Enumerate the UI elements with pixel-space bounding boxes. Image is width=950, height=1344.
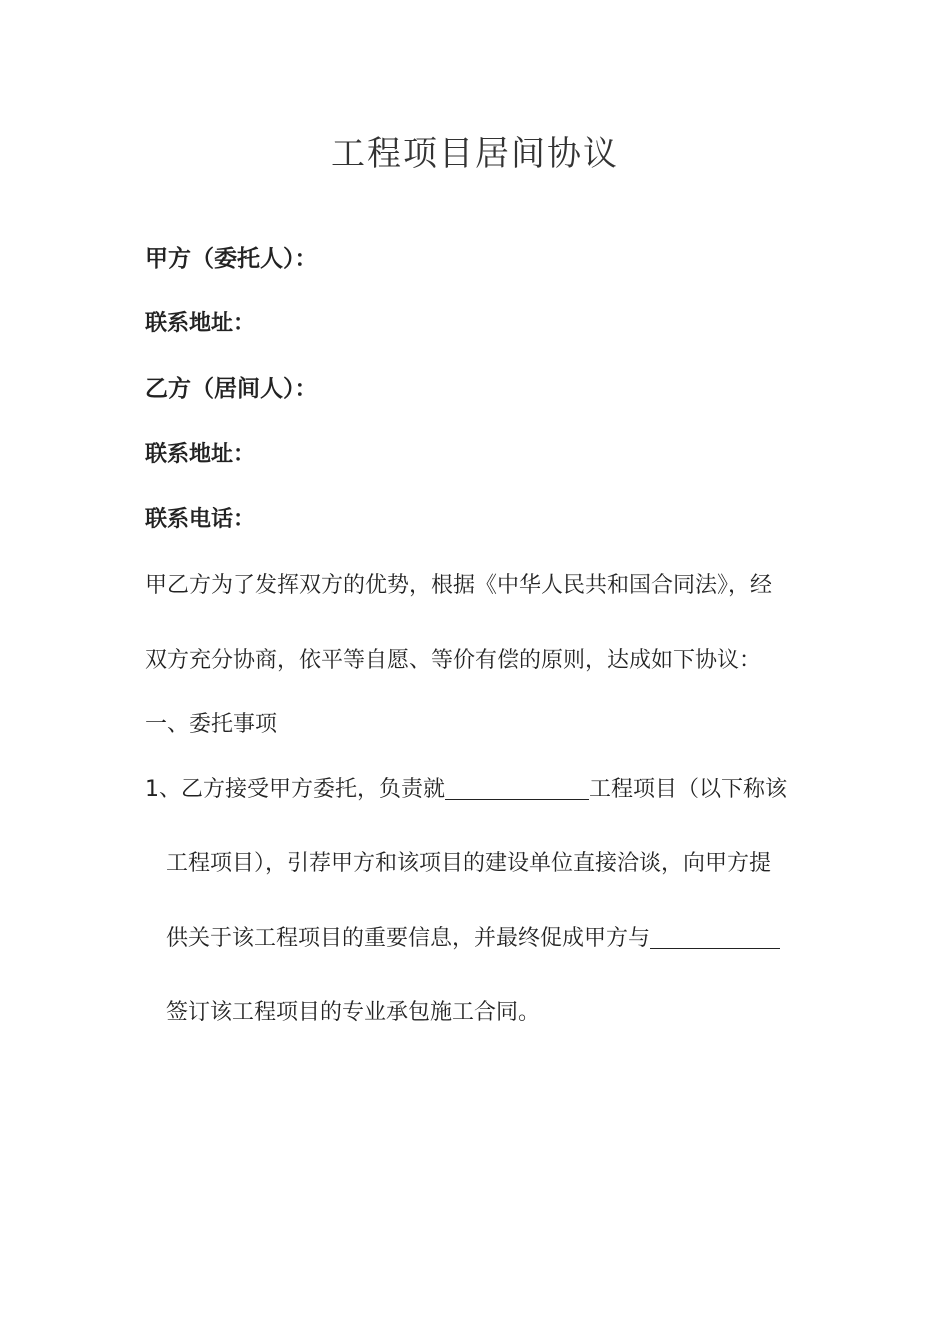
clause-1-text-after-blank: 工程项目（以下称该 bbox=[589, 777, 788, 802]
clause-1-line-2: 工程项目），引荐甲方和该项目的建设单位直接洽谈，向甲方提 bbox=[166, 851, 772, 876]
project-name-blank bbox=[445, 777, 589, 800]
clause-1-line-4: 签订该工程项目的专业承包施工合同。 bbox=[166, 1000, 541, 1025]
preamble-line-2: 双方充分协商，依平等自愿、等价有偿的原则，达成如下协议： bbox=[145, 648, 762, 673]
party-a-address-label: 联系地址： bbox=[145, 311, 256, 336]
party-b-address-label: 联系地址： bbox=[145, 442, 256, 467]
contract-party-blank bbox=[650, 926, 780, 949]
clause-1-line-3 bbox=[166, 924, 780, 954]
clause-1-line-1 bbox=[145, 775, 787, 805]
party-b-label: 乙方（居间人）： bbox=[145, 376, 318, 402]
preamble-line-1: 甲乙方为了发挥双方的优势，根据《中华人民共和国合同法》，经 bbox=[145, 573, 773, 598]
document-title: 工程项目居间协议 bbox=[331, 134, 619, 174]
party-b-phone-label: 联系电话： bbox=[145, 507, 256, 532]
clause-1-line-3-text: 供关于该工程项目的重要信息，并最终促成甲方与 bbox=[166, 926, 651, 951]
section-1-heading: 一、委托事项 bbox=[145, 712, 278, 737]
clause-1-text-before-blank: 1、乙方接受甲方委托，负责就 bbox=[145, 777, 445, 802]
party-a-label: 甲方（委托人）： bbox=[145, 246, 318, 272]
